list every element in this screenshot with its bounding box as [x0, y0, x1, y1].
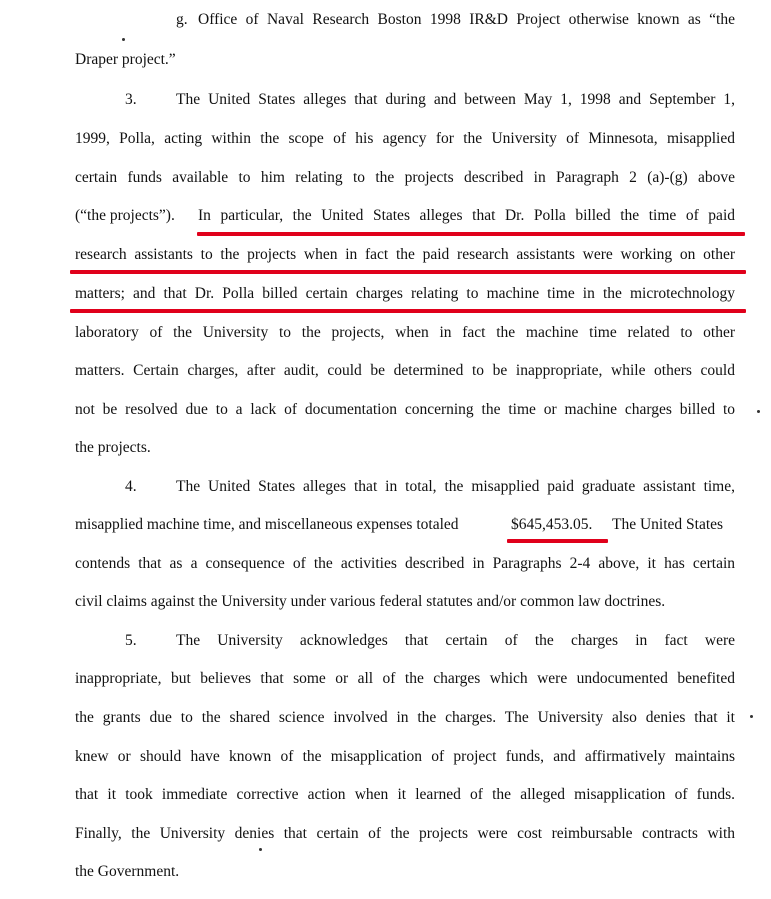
scan-speck — [750, 715, 753, 718]
para-5-line-5: that it took immediate corrective action when it learned of the alleged misapplication of funds. — [75, 786, 735, 803]
red-underline-1 — [197, 232, 745, 236]
para-5-line-3: the grants due to the shared science involved in the charges. The University also denies that it — [75, 709, 735, 726]
amount-highlight: $645,453.05. — [511, 516, 593, 533]
para-3-line-10: the projects. — [75, 439, 151, 456]
para-4-line-2-tail: The United States — [612, 516, 724, 533]
para-5-line-7: the Government. — [75, 863, 180, 880]
para-5-line-6: Finally, the University denies that certain of the projects were cost reimbursable contracts with — [75, 825, 735, 842]
red-underline-amount — [507, 539, 608, 543]
para-4-line-3: contends that as a consequence of the activities described in Paragraphs 2-4 above, it has certain — [75, 555, 735, 572]
para-3-line-1: The United States alleges that during and between May 1, 1998 and September 1, — [176, 91, 735, 108]
para-4-line-1: The United States alleges that in total, the misapplied paid graduate assistant time, — [176, 478, 735, 495]
scan-speck — [757, 410, 760, 413]
para-3-line-9: not be resolved due to a lack of documentation concerning the time or machine charges billed to — [75, 401, 735, 418]
item-g-marker: g. — [176, 11, 188, 28]
para-5-line-1: The University acknowledges that certain of the charges in fact were — [176, 632, 735, 649]
item-g-line-2: Draper project.” — [75, 51, 176, 68]
para-3-line-4-lead: (“the projects”). — [75, 207, 175, 224]
para-3-line-4-highlight: In particular, the United States alleges that Dr. Polla billed the time of paid — [198, 207, 735, 224]
para-3-line-5: research assistants to the projects when in fact the paid research assistants were working on other — [75, 246, 735, 263]
para-4-line-2-lead: misapplied machine time, and miscellaneous expenses totaled — [75, 516, 459, 533]
para-5-number: 5. — [125, 632, 137, 649]
para-3-line-8: matters. Certain charges, after audit, could be determined to be inappropriate, while others could — [75, 362, 735, 379]
para-3-line-3: certain funds available to him relating to the projects described in Paragraph 2 (a)-(g) above — [75, 169, 735, 186]
para-4-number: 4. — [125, 478, 137, 495]
item-g-line-1: Office of Naval Research Boston 1998 IR&D Project otherwise known as “the — [198, 11, 735, 28]
para-3-line-6: matters; and that Dr. Polla billed certain charges relating to machine time in the microtechnology — [75, 285, 735, 302]
para-4-line-4: civil claims against the University under various federal statutes and/or common law doctrines. — [75, 593, 666, 610]
para-5-line-2: inappropriate, but believes that some or all of the charges which were undocumented benefited — [75, 670, 735, 687]
red-underline-2 — [70, 270, 746, 274]
para-3-line-2: 1999, Polla, acting within the scope of his agency for the University of Minnesota, misapplied — [75, 130, 735, 147]
para-5-line-4: knew or should have known of the misapplication of project funds, and affirmatively maintains — [75, 748, 735, 765]
red-underline-3 — [70, 309, 746, 313]
para-3-number: 3. — [125, 91, 137, 108]
para-3-line-7: laboratory of the University to the projects, when in fact the machine time related to other — [75, 324, 735, 341]
scan-speck — [122, 38, 125, 41]
scan-speck — [259, 848, 262, 851]
